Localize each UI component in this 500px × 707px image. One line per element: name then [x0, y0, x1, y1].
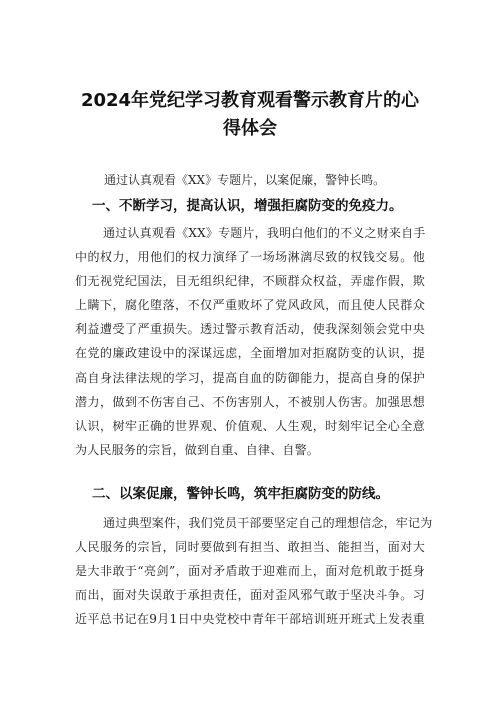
- body-line: 潜力，做到不伤害自己、不伤害别人，不被别人伤害。加强思想: [75, 394, 425, 409]
- body-line: 们无视党纪国法，目无组织纪律，不顾群众权益，弄虚作假，欺: [75, 274, 425, 289]
- body-line: 通过认真观看《XX》专题片，我明白他们的不义之财来自手: [103, 226, 426, 240]
- intro-paragraph: 通过认真观看《XX》专题片，以案促廉，警钟长鸣。: [104, 173, 386, 187]
- body-line: 通过典型案件，我们党员干部要坚定自己的理想信念，牢记为: [103, 516, 433, 530]
- body-line: 中的权力，用他们的权力演绎了一场场淋漓尽致的权钱交易。他: [75, 250, 425, 265]
- body-line: 为人民服务的宗旨，做到自重、自律、自警。: [75, 442, 320, 457]
- body-line: 而出，面对失误敢于承担责任，面对歪风邪气敢于坚决斗争。习: [75, 588, 425, 603]
- section-2-body: [75, 511, 433, 631]
- body-line: 在党的廉政建设中的深谋远虑，全面增加对拒腐防变的认识，提: [75, 346, 425, 361]
- body-line: 人民服务的宗旨，同时要做到有担当、敢担当、能担当，面对大: [75, 540, 425, 555]
- section-heading-1: 一、不断学习，提高认识，增强拒腐防变的免疫力。: [92, 198, 403, 214]
- body-line: 上瞒下，腐化堕落，不仅严重败坏了党风政风，而且使人民群众: [75, 298, 425, 313]
- body-line: 利益遭受了严重损失。透过警示教育活动，使我深刻领会党中央: [75, 322, 425, 337]
- body-line: 是大非敢于“亮剑”，面对矛盾敢于迎难而上，面对危机敢于挺身: [75, 564, 425, 579]
- document-title-line-2: 得体会: [223, 118, 277, 139]
- section-heading-2: 二、以案促廉，警钟长鸣，筑牢拒腐防变的防线。: [92, 486, 389, 502]
- document-title-line-1: 2024年党纪学习教育观看警示教育片的心: [80, 90, 420, 111]
- body-line: 认识，树牢正确的世界观、价值观、人生观，时刻牢记全心全意: [75, 418, 425, 433]
- body-line: 高自身法律法规的学习，提高自血的防御能力，提高自身的保护: [75, 370, 425, 385]
- body-line: 近平总书记在9月1日中央党校中青年干部培训班开班式上发表重: [75, 612, 425, 627]
- section-1-body: [75, 221, 425, 462]
